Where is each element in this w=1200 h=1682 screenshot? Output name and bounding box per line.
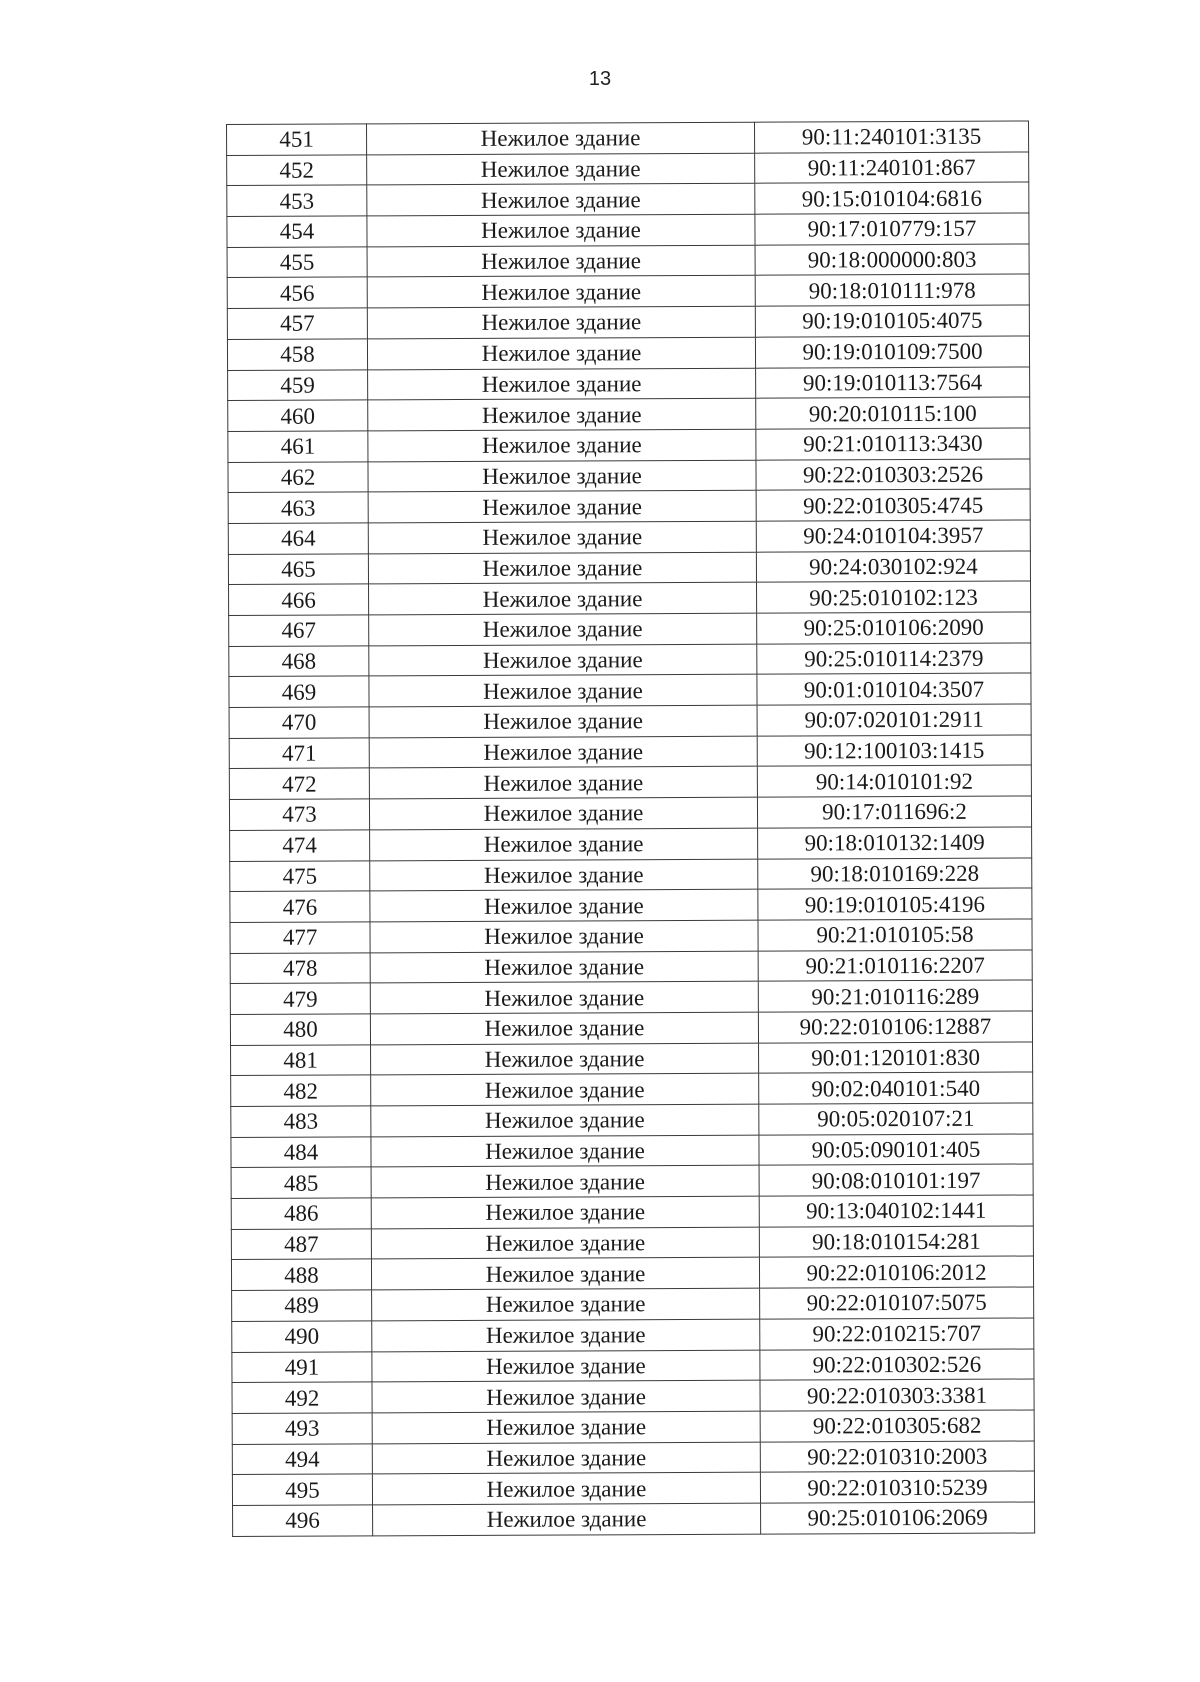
- cadastral-number-cell: 90:19:010109:7500: [755, 336, 1029, 368]
- row-number-cell: 482: [231, 1075, 371, 1106]
- cadastral-number-cell: 90:22:010310:5239: [760, 1471, 1034, 1503]
- row-number-cell: 488: [231, 1259, 371, 1290]
- table-row: [227, 336, 1029, 370]
- table-row: [227, 152, 1029, 186]
- row-number-cell: 491: [232, 1351, 372, 1382]
- cadastral-number-cell: 90:20:010115:100: [756, 397, 1030, 429]
- row-number-cell: 462: [228, 461, 368, 492]
- cadastral-number-cell: 90:25:010114:2379: [757, 643, 1031, 675]
- table-row: [229, 643, 1031, 677]
- row-number-cell: 463: [228, 492, 368, 523]
- cadastral-number-cell: 90:19:010105:4075: [755, 305, 1029, 337]
- object-type-cell: Нежилое здание: [371, 1043, 759, 1075]
- cadastral-number-cell: 90:21:010105:58: [758, 919, 1032, 951]
- object-type-cell: Нежилое здание: [368, 490, 756, 522]
- table-row: [230, 1011, 1032, 1045]
- row-number-cell: 492: [232, 1382, 372, 1413]
- table-row: [232, 1441, 1034, 1475]
- table-row: [232, 1348, 1034, 1382]
- object-type-cell: Нежилое здание: [372, 1442, 760, 1474]
- object-type-cell: Нежилое здание: [367, 184, 755, 216]
- object-type-cell: Нежилое здание: [372, 1380, 760, 1412]
- table-row: [233, 1502, 1035, 1536]
- object-type-cell: Нежилое здание: [367, 214, 755, 246]
- cadastral-number-cell: 90:15:010104:6816: [755, 182, 1029, 214]
- cadastral-number-cell: 90:22:010305:4745: [756, 489, 1030, 521]
- object-type-cell: Нежилое здание: [369, 644, 757, 676]
- cadastral-number-cell: 90:25:010102:123: [757, 581, 1031, 613]
- row-number-cell: 473: [229, 799, 369, 830]
- table-row: [231, 1195, 1033, 1229]
- row-number-cell: 455: [227, 247, 367, 278]
- object-type-cell: Нежилое здание: [372, 1411, 760, 1443]
- cadastral-number-cell: 90:25:010106:2090: [757, 612, 1031, 644]
- object-type-cell: Нежилое здание: [370, 828, 758, 860]
- table-row: [231, 1072, 1033, 1106]
- row-number-cell: 452: [227, 155, 367, 186]
- row-number-cell: 476: [230, 891, 370, 922]
- row-number-cell: 470: [229, 707, 369, 738]
- object-type-cell: Нежилое здание: [367, 337, 755, 369]
- row-number-cell: 454: [227, 216, 367, 247]
- table-row: [227, 244, 1029, 278]
- row-number-cell: 490: [232, 1321, 372, 1352]
- cadastral-number-cell: 90:18:000000:803: [755, 244, 1029, 276]
- object-type-cell: Нежилое здание: [367, 276, 755, 308]
- row-number-cell: 484: [231, 1137, 371, 1168]
- table-row: [230, 857, 1032, 891]
- row-number-cell: 472: [229, 768, 369, 799]
- table-row: [227, 213, 1029, 247]
- table-row: [229, 796, 1031, 830]
- cadastral-number-cell: 90:01:010104:3507: [757, 673, 1031, 705]
- object-type-cell: Нежилое здание: [372, 1350, 760, 1382]
- object-type-cell: Нежилое здание: [373, 1503, 761, 1535]
- table-row: [227, 121, 1029, 155]
- row-number-cell: 469: [229, 676, 369, 707]
- table-row: [229, 765, 1031, 799]
- cadastral-number-cell: 90:12:100103:1415: [757, 735, 1031, 767]
- object-type-cell: Нежилое здание: [370, 889, 758, 921]
- table-row: [229, 735, 1031, 769]
- table-row: [232, 1379, 1034, 1413]
- cadastral-number-cell: 90:05:020107:21: [759, 1103, 1033, 1135]
- cadastral-number-cell: 90:07:020101:2911: [757, 704, 1031, 736]
- cadastral-number-cell: 90:01:120101:830: [759, 1042, 1033, 1074]
- object-type-cell: Нежилое здание: [369, 797, 757, 829]
- object-type-cell: Нежилое здание: [370, 951, 758, 983]
- object-type-cell: Нежилое здание: [367, 245, 755, 277]
- table-row: [228, 520, 1030, 554]
- row-number-cell: 477: [230, 922, 370, 953]
- property-table-body: [227, 121, 1035, 1536]
- row-number-cell: 485: [231, 1167, 371, 1198]
- cadastral-number-cell: 90:24:030102:924: [756, 551, 1030, 583]
- table-row: [229, 612, 1031, 646]
- object-type-cell: Нежилое здание: [367, 122, 755, 154]
- object-type-cell: Нежилое здание: [368, 398, 756, 430]
- cadastral-number-cell: 90:17:010779:157: [755, 213, 1029, 245]
- row-number-cell: 460: [228, 400, 368, 431]
- cadastral-number-cell: 90:22:010107:5075: [760, 1287, 1034, 1319]
- table-row: [231, 1164, 1033, 1198]
- table-row: [232, 1287, 1034, 1321]
- cadastral-number-cell: 90:13:040102:1441: [759, 1195, 1033, 1227]
- cadastral-number-cell: 90:21:010116:289: [758, 980, 1032, 1012]
- cadastral-number-cell: 90:19:010105:4196: [758, 888, 1032, 920]
- cadastral-number-cell: 90:22:010302:526: [760, 1348, 1034, 1380]
- cadastral-number-cell: 90:14:010101:92: [757, 765, 1031, 797]
- object-type-cell: Нежилое здание: [369, 736, 757, 768]
- row-number-cell: 480: [230, 1014, 370, 1045]
- object-type-cell: Нежилое здание: [367, 306, 755, 338]
- page-number: 13: [588, 68, 612, 90]
- table-row: [230, 888, 1032, 922]
- row-number-cell: 495: [232, 1474, 372, 1505]
- table-row: [231, 1103, 1033, 1137]
- row-number-cell: 461: [228, 431, 368, 462]
- object-type-cell: Нежилое здание: [369, 767, 757, 799]
- table-row: [232, 1410, 1034, 1444]
- table-row: [231, 1256, 1033, 1290]
- object-type-cell: Нежилое здание: [369, 613, 757, 645]
- table-row: [229, 581, 1031, 615]
- object-type-cell: Нежилое здание: [368, 429, 756, 461]
- table-row: [231, 1042, 1033, 1076]
- table-row: [231, 1134, 1033, 1168]
- table-row: [229, 673, 1031, 707]
- object-type-cell: Нежилое здание: [371, 1196, 759, 1228]
- object-type-cell: Нежилое здание: [371, 1166, 759, 1198]
- object-type-cell: Нежилое здание: [371, 1135, 759, 1167]
- object-type-cell: Нежилое здание: [371, 1073, 759, 1105]
- cadastral-number-cell: 90:25:010106:2069: [761, 1502, 1035, 1534]
- object-type-cell: Нежилое здание: [368, 521, 756, 553]
- table-row: [230, 980, 1032, 1014]
- object-type-cell: Нежилое здание: [369, 583, 757, 615]
- row-number-cell: 456: [227, 277, 367, 308]
- table-row: [228, 366, 1030, 400]
- cadastral-number-cell: 90:11:240101:867: [755, 152, 1029, 184]
- row-number-cell: 487: [231, 1229, 371, 1260]
- cadastral-number-cell: 90:18:010111:978: [755, 274, 1029, 306]
- row-number-cell: 475: [230, 860, 370, 891]
- object-type-cell: Нежилое здание: [368, 552, 756, 584]
- cadastral-number-cell: 90:24:010104:3957: [756, 520, 1030, 552]
- cadastral-number-cell: 90:08:010101:197: [759, 1164, 1033, 1196]
- table-row: [232, 1318, 1034, 1352]
- row-number-cell: 465: [228, 554, 368, 585]
- table-row: [228, 489, 1030, 523]
- row-number-cell: 466: [229, 584, 369, 615]
- row-number-cell: 483: [231, 1106, 371, 1137]
- table-row: [228, 459, 1030, 493]
- object-type-cell: Нежилое здание: [372, 1319, 760, 1351]
- object-type-cell: Нежилое здание: [372, 1472, 760, 1504]
- table-row: [227, 305, 1029, 339]
- row-number-cell: 464: [228, 523, 368, 554]
- row-number-cell: 486: [231, 1198, 371, 1229]
- cadastral-number-cell: 90:17:011696:2: [757, 796, 1031, 828]
- row-number-cell: 453: [227, 185, 367, 216]
- cadastral-number-cell: 90:18:010169:228: [758, 857, 1032, 889]
- table-row: [228, 428, 1030, 462]
- object-type-cell: Нежилое здание: [370, 1012, 758, 1044]
- object-type-cell: Нежилое здание: [368, 460, 756, 492]
- row-number-cell: 478: [230, 952, 370, 983]
- table-row: [227, 274, 1029, 308]
- object-type-cell: Нежилое здание: [369, 705, 757, 737]
- cadastral-number-cell: 90:18:010154:281: [759, 1226, 1033, 1258]
- object-type-cell: Нежилое здание: [372, 1288, 760, 1320]
- cadastral-number-cell: 90:22:010305:682: [760, 1410, 1034, 1442]
- object-type-cell: Нежилое здание: [370, 859, 758, 891]
- row-number-cell: 467: [229, 615, 369, 646]
- cadastral-number-cell: 90:19:010113:7564: [756, 366, 1030, 398]
- cadastral-number-cell: 90:05:090101:405: [759, 1134, 1033, 1166]
- property-table: [226, 120, 1035, 1536]
- row-number-cell: 468: [229, 646, 369, 677]
- object-type-cell: Нежилое здание: [370, 920, 758, 952]
- cadastral-number-cell: 90:21:010113:3430: [756, 428, 1030, 460]
- table-row: [231, 1226, 1033, 1260]
- cadastral-number-cell: 90:22:010106:12887: [758, 1011, 1032, 1043]
- object-type-cell: Нежилое здание: [367, 153, 755, 185]
- table-row: [230, 827, 1032, 861]
- row-number-cell: 451: [227, 124, 367, 155]
- object-type-cell: Нежилое здание: [371, 1227, 759, 1259]
- object-type-cell: Нежилое здание: [369, 675, 757, 707]
- object-type-cell: Нежилое здание: [371, 1104, 759, 1136]
- row-number-cell: 479: [230, 983, 370, 1014]
- table-row: [228, 397, 1030, 431]
- row-number-cell: 494: [232, 1443, 372, 1474]
- row-number-cell: 496: [233, 1505, 373, 1536]
- cadastral-number-cell: 90:18:010132:1409: [758, 827, 1032, 859]
- cadastral-number-cell: 90:22:010303:3381: [760, 1379, 1034, 1411]
- table-row: [230, 919, 1032, 953]
- object-type-cell: Нежилое здание: [368, 368, 756, 400]
- table-row: [228, 551, 1030, 585]
- row-number-cell: 458: [227, 339, 367, 370]
- row-number-cell: 459: [228, 369, 368, 400]
- table-row: [232, 1471, 1034, 1505]
- cadastral-number-cell: 90:11:240101:3135: [754, 121, 1028, 153]
- row-number-cell: 493: [232, 1413, 372, 1444]
- row-number-cell: 481: [231, 1045, 371, 1076]
- table-row: [229, 704, 1031, 738]
- object-type-cell: Нежилое здание: [370, 981, 758, 1013]
- cadastral-number-cell: 90:22:010106:2012: [759, 1256, 1033, 1288]
- cadastral-number-cell: 90:02:040101:540: [759, 1072, 1033, 1104]
- cadastral-number-cell: 90:21:010116:2207: [758, 950, 1032, 982]
- cadastral-number-cell: 90:22:010310:2003: [760, 1441, 1034, 1473]
- row-number-cell: 471: [229, 738, 369, 769]
- table-row: [227, 182, 1029, 216]
- row-number-cell: 474: [230, 830, 370, 861]
- cadastral-number-cell: 90:22:010303:2526: [756, 459, 1030, 491]
- cadastral-number-cell: 90:22:010215:707: [760, 1318, 1034, 1350]
- object-type-cell: Нежилое здание: [371, 1258, 759, 1290]
- table-row: [230, 950, 1032, 984]
- row-number-cell: 489: [232, 1290, 372, 1321]
- row-number-cell: 457: [227, 308, 367, 339]
